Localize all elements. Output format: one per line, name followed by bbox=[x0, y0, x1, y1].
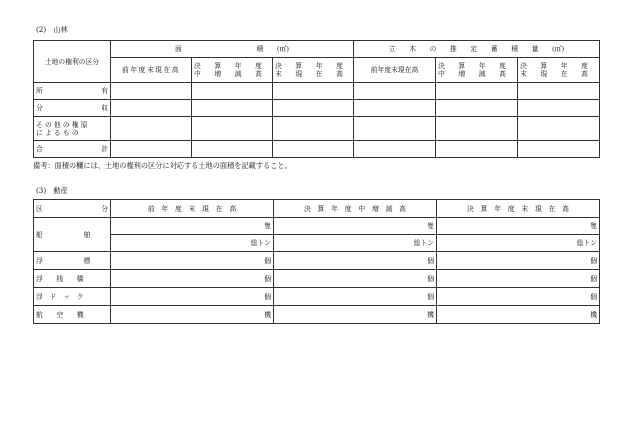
table-cell bbox=[192, 117, 273, 141]
header-volume-prev: 前年度末現在高 bbox=[354, 58, 436, 83]
header-area-change: 決 算 年 度 中 増 減 高 bbox=[192, 58, 273, 83]
table-cell bbox=[354, 100, 436, 117]
row-label-aircraft: 航 空 機 bbox=[34, 306, 111, 324]
unit-cell: 個 bbox=[437, 252, 600, 270]
unit-cell: 個 bbox=[274, 270, 437, 288]
forest-table-note: 備考：面積の欄には、土地の権利の区分に対応する土地の面積を記載すること。 bbox=[33, 161, 292, 170]
header-volume: 立 木 の 推 定 蓄 積 量 (㎥) bbox=[354, 41, 600, 58]
table-cell bbox=[192, 141, 273, 158]
row-label-floating-piers: 浮 桟 橋 bbox=[34, 270, 111, 288]
row-label-ships: 船 舶 bbox=[34, 218, 111, 252]
table-cell bbox=[436, 83, 518, 100]
unit-cell: 機 bbox=[111, 306, 274, 324]
header-volume-change: 決 算 年 度 中 増 減 高 bbox=[436, 58, 518, 83]
unit-cell: 総トン bbox=[437, 235, 600, 252]
unit-cell: 個 bbox=[111, 270, 274, 288]
header-fiscal-year-end: 決 算 年 度 末 現 在 高 bbox=[437, 200, 600, 218]
table-cell bbox=[111, 100, 192, 117]
table-cell bbox=[436, 117, 518, 141]
table-cell bbox=[436, 100, 518, 117]
table-cell bbox=[518, 141, 600, 158]
unit-cell: 総トン bbox=[111, 235, 274, 252]
section-heading-forest: (2) 山林 bbox=[36, 25, 68, 34]
table-cell bbox=[354, 117, 436, 141]
header-area: 面 積 (㎡) bbox=[111, 41, 354, 58]
row-label-total: 合 計 bbox=[34, 141, 111, 158]
header-land-rights: 土地の権利の区分 bbox=[34, 41, 111, 83]
row-label-floating-docks: 浮 ド ッ ク bbox=[34, 288, 111, 306]
table-cell bbox=[111, 141, 192, 158]
unit-cell: 機 bbox=[437, 306, 600, 324]
unit-cell: 隻 bbox=[111, 218, 274, 235]
unit-cell: 個 bbox=[274, 252, 437, 270]
row-label-shared-yield: 分 収 bbox=[34, 100, 111, 117]
table-cell bbox=[518, 100, 600, 117]
table-cell bbox=[436, 141, 518, 158]
unit-cell: 個 bbox=[111, 252, 274, 270]
unit-cell: 個 bbox=[111, 288, 274, 306]
table-cell bbox=[518, 83, 600, 100]
movables-table bbox=[33, 199, 600, 324]
unit-cell: 総トン bbox=[274, 235, 437, 252]
table-cell bbox=[354, 141, 436, 158]
table-cell bbox=[273, 117, 354, 141]
unit-cell: 隻 bbox=[274, 218, 437, 235]
row-label-other-rights: そ の 他 の 権 原 に よ る も の bbox=[34, 117, 111, 141]
row-label-owned: 所 有 bbox=[34, 83, 111, 100]
header-prev-year-end: 前 年 度 末 現 在 高 bbox=[111, 200, 274, 218]
table-cell bbox=[273, 141, 354, 158]
table-cell bbox=[273, 83, 354, 100]
table-cell bbox=[111, 83, 192, 100]
forest-table bbox=[33, 40, 600, 158]
header-fiscal-change: 決 算 年 度 中 増 減 高 bbox=[274, 200, 437, 218]
unit-cell: 個 bbox=[437, 270, 600, 288]
table-cell bbox=[111, 117, 192, 141]
unit-cell: 隻 bbox=[437, 218, 600, 235]
header-area-prev: 前年度末現在高 bbox=[111, 58, 192, 83]
unit-cell: 個 bbox=[437, 288, 600, 306]
header-category: 区 分 bbox=[34, 200, 111, 218]
section-heading-movables: (3) 動産 bbox=[36, 186, 68, 195]
header-volume-current: 決 算 年 度 末 現 在 高 bbox=[518, 58, 600, 83]
header-area-current: 決 算 年 度 末 現 在 高 bbox=[273, 58, 354, 83]
table-cell bbox=[354, 83, 436, 100]
table-cell bbox=[192, 100, 273, 117]
unit-cell: 個 bbox=[274, 288, 437, 306]
table-cell bbox=[192, 83, 273, 100]
table-cell bbox=[518, 117, 600, 141]
row-label-buoys: 浮 標 bbox=[34, 252, 111, 270]
table-cell bbox=[273, 100, 354, 117]
unit-cell: 機 bbox=[274, 306, 437, 324]
